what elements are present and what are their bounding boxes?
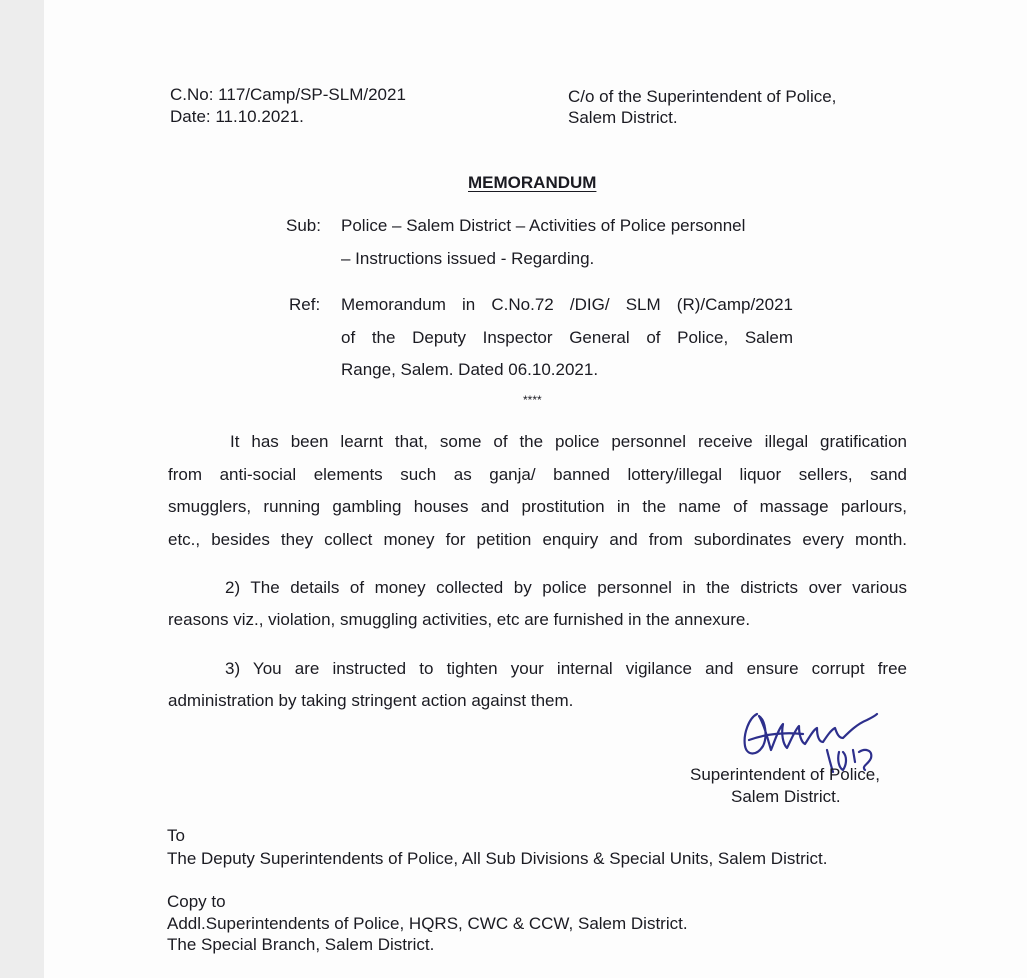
to-label: To (167, 826, 185, 845)
copy-to-recipient-2: The Special Branch, Salem District. (167, 935, 435, 954)
copy-to-recipient-1: Addl.Superintendents of Police, HQRS, CWC & CCW, Salem District. (167, 914, 688, 933)
subject-line-2: – Instructions issued - Regarding. (341, 249, 595, 268)
paragraph-2-line-2: reasons viz., violation, smuggling activities, etc are furnished in the annexure. (168, 610, 751, 629)
office-line-1: C/o of the Superintendent of Police, (568, 87, 837, 106)
subject-label: Sub: (286, 216, 321, 235)
paragraph-1-line-3: smugglers, running gambling houses and prostitution in the name of massage parlours, (168, 497, 907, 516)
reference-number: C.No: 117/Camp/SP-SLM/2021 (170, 85, 406, 104)
signatory-district: Salem District. (731, 787, 841, 806)
memorandum-page (44, 0, 1027, 978)
paragraph-1-line-4: etc., besides they collect money for petition enquiry and from subordinates every month. (168, 530, 907, 549)
office-line-2: Salem District. (568, 108, 678, 127)
separator-stars: **** (523, 393, 542, 407)
memo-title: MEMORANDUM (468, 173, 597, 192)
signatory-title: Superintendent of Police, (690, 765, 880, 784)
paragraph-1-line-2: from anti-social elements such as ganja/ banned lottery/illegal liquor sellers, sand (168, 465, 907, 484)
paragraph-3-line-2: administration by taking stringent action against them. (168, 691, 574, 710)
reference-line-1: Memorandum in C.No.72 /DIG/ SLM (R)/Camp/2021 (341, 295, 793, 314)
reference-line-3: Range, Salem. Dated 06.10.2021. (341, 360, 599, 379)
to-recipient: The Deputy Superintendents of Police, All Sub Divisions & Special Units, Salem District. (167, 849, 828, 868)
reference-label: Ref: (289, 295, 321, 314)
copy-to-label: Copy to (167, 892, 226, 911)
paragraph-2-line-1: 2) The details of money collected by police personnel in the districts over various (225, 578, 907, 597)
memo-date: Date: 11.10.2021. (170, 107, 304, 126)
reference-line-2: of the Deputy Inspector General of Police, Salem (341, 328, 793, 347)
subject-line-1: Police – Salem District – Activities of Police personnel (341, 216, 746, 235)
paragraph-3-line-1: 3) You are instructed to tighten your internal vigilance and ensure corrupt free (225, 659, 907, 678)
paragraph-1-line-1: It has been learnt that, some of the police personnel receive illegal gratification (230, 432, 907, 451)
